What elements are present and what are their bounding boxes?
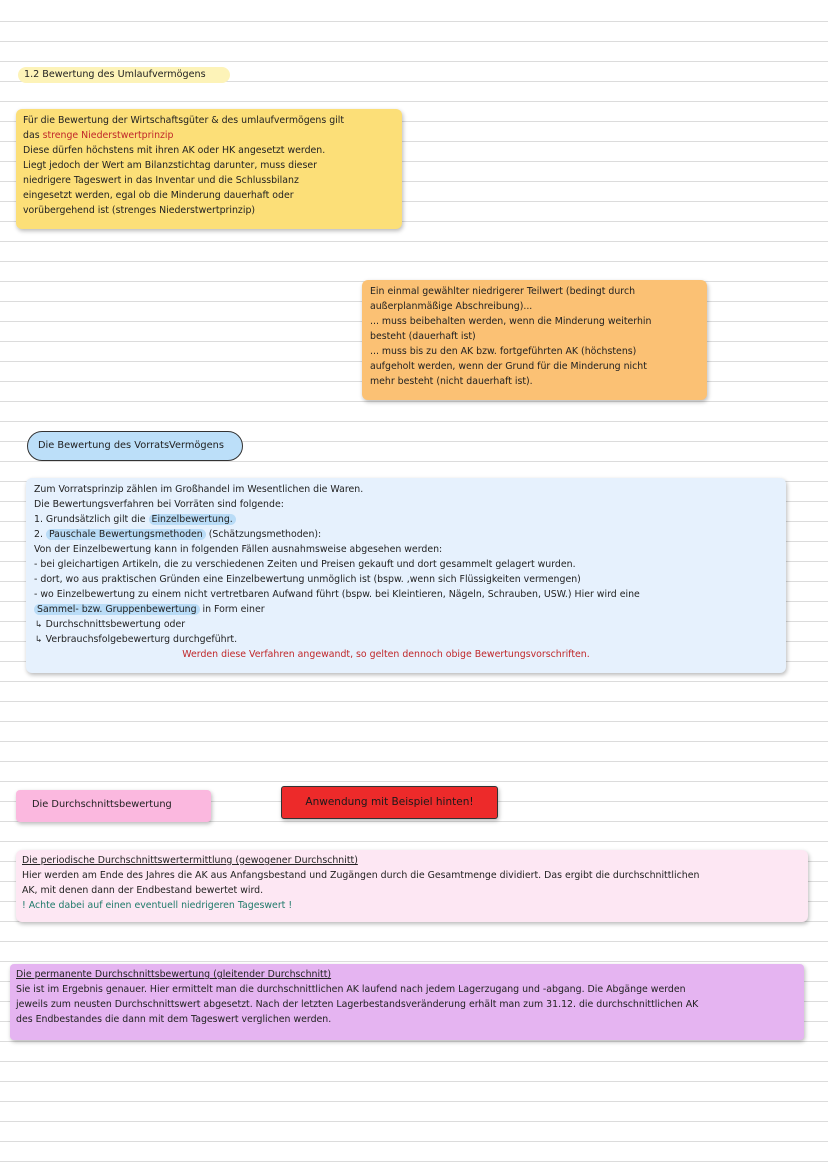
section-heading-vorratsvermoegen: Die Bewertung des VorratsVermögens (27, 431, 243, 461)
text-line: jeweils zum neusten Durchschnittswert abgesetzt. Nach der letzten Lagerbestandsveränderung erhält man zum 31.12. die durchschnittlichen AK (16, 999, 699, 1010)
text-line: ... muss bis zu den AK bzw. fortgeführten AK (höchstens) (370, 346, 637, 357)
text-line: eingesetzt werden, egal ob die Minderung dauerhaft oder (23, 190, 294, 201)
text-line-red: Werden diese Verfahren angewandt, so gelten dennoch obige Bewertungsvorschriften. (182, 649, 590, 660)
text-line (34, 602, 778, 617)
text-fragment: Durchschnittsbewertung oder (45, 619, 186, 630)
arrow-icon: ↳ (36, 619, 42, 630)
text-fragment: 2. (34, 529, 46, 540)
text-line: des Endbestandes die dann mit dem Tageswert verglichen werden. (16, 1014, 332, 1025)
text-line: Liegt jedoch der Wert am Bilanzstichtag darunter, muss dieser (23, 160, 317, 171)
section-heading-umlaufvermoegen: 1.2 Bewertung des Umlaufvermögens (18, 67, 230, 83)
text-line: Die Bewertungsverfahren bei Vorräten sind folgende: (34, 499, 284, 510)
highlight-sammelbewertung: Sammel- bzw. Gruppenbewertung (34, 604, 200, 615)
note-title: Die periodische Durchschnittswertermittlung (gewogener Durchschnitt) (22, 855, 358, 866)
text-line (34, 527, 778, 542)
note-title: Die permanente Durchschnittsbewertung (gleitender Durchschnitt) (16, 969, 332, 980)
text-line: - bei gleichartigen Artikeln, die zu verschiedenen Zeiten und Preisen gekauft und dort gesammelt gelagert wurden. (34, 559, 576, 570)
text-line-teal: ! Achte dabei auf einen eventuell niedrigeren Tageswert ! (22, 900, 293, 911)
arrow-icon: ↳ (36, 634, 42, 645)
text-fragment: (Schätzungsmethoden): (205, 529, 322, 540)
text-line (34, 617, 778, 632)
text-fragment: 1. Grundsätzlich gilt die (34, 514, 149, 525)
text-fragment: Verbrauchsfolgebewerturg durchgeführt. (45, 634, 238, 645)
section-heading-durchschnittsbewertung: Die Durchschnittsbewertung (16, 790, 211, 822)
text-line: Von der Einzelbewertung kann in folgenden Fällen ausnahmsweise abgesehen werden: (34, 544, 443, 555)
periodische-durchschnitt-note (16, 850, 808, 922)
text-line: Für die Bewertung der Wirtschaftsgüter & des umlaufvermögens gilt (23, 115, 345, 126)
permanente-durchschnitt-note (10, 964, 804, 1040)
highlight-einzelbewertung: Einzelbewertung. (149, 514, 236, 525)
niederstwertprinzip-note (16, 109, 402, 229)
text-line: vorübergehend ist (strenges Niederstwertprinzip) (23, 205, 256, 216)
highlight-red-text: strenge Niederstwertprinzip (42, 130, 174, 141)
highlight-pauschale-methoden: Pauschale Bewertungsmethoden (46, 529, 206, 540)
text-line: AK, mit denen dann der Endbestand bewertet wird. (22, 885, 264, 896)
text-line: außerplanmäßige Abschreibung)... (370, 301, 533, 312)
text-line: Hier werden am Ende des Jahres die AK aus Anfangsbestand und Zugängen durch die Gesamtmenge dividiert. Das ergibt die durchschnittlichen (22, 870, 700, 881)
text-line: Sie ist im Ergebnis genauer. Hier ermittelt man die durchschnittlichen AK laufend nach jedem Lagerzugang und -abgang. Die Abgänge werden (16, 984, 686, 995)
text-fragment: in Form einer (199, 604, 265, 615)
text-line: mehr besteht (nicht dauerhaft ist). (370, 376, 533, 387)
text-line: Ein einmal gewählter niedrigerer Teilwert (bedingt durch (370, 286, 636, 297)
text-fragment: das (23, 130, 43, 141)
text-line: aufgeholt werden, wenn der Grund für die Minderung nicht (370, 361, 647, 372)
text-line (23, 128, 395, 143)
text-line: niedrigere Tageswert in das Inventar und die Schlussbilanz (23, 175, 299, 186)
text-line (34, 632, 778, 647)
text-line: Diese dürfen höchstens mit ihren AK oder HK angesetzt werden. (23, 145, 326, 156)
anwendung-beispiel-label: Anwendung mit Beispiel hinten! (281, 786, 498, 819)
text-line: - wo Einzelbewertung zu einem nicht vertretbaren Aufwand führt (bspw. bei Kleintieren, Nägeln, Schrauben, USW.) Hier wird eine (34, 589, 640, 600)
text-line (34, 512, 778, 527)
text-line: ... muss beibehalten werden, wenn die Minderung weiterhin (370, 316, 652, 327)
text-line: - dort, wo aus praktischen Gründen eine Einzelbewertung unmöglich ist (bspw. ,wenn sich Flüssigkeiten vermengen) (34, 574, 581, 585)
vorratsvermoegen-note (26, 478, 786, 673)
text-line: Zum Vorratsprinzip zählen im Großhandel im Wesentlichen die Waren. (34, 484, 364, 495)
text-line: besteht (dauerhaft ist) (370, 331, 476, 342)
teilwert-note (362, 280, 707, 400)
